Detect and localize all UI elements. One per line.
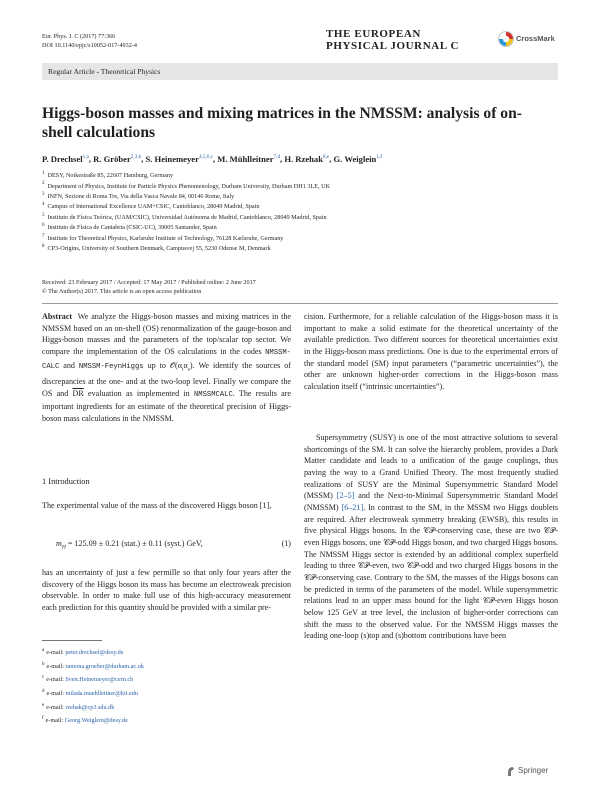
affiliation-text: Institute for Theoretical Physics, Karlsruhe Institute of Technology, 76128 Karlsruhe, Germany [47, 234, 284, 242]
footnote-label: e-mail: [46, 690, 66, 698]
affiliation-text: CP3-Origins, University of Southern Denmark, Campusvej 55, 5230 Odense M, Denmark [47, 245, 271, 253]
affiliation-number: 5 [42, 212, 45, 218]
reference-link[interactable]: [6–21] [341, 502, 364, 512]
author-name: P. Drechsel [42, 154, 83, 164]
affiliation-number: 3 [42, 191, 45, 197]
footnote-item [42, 686, 291, 700]
footnote-label: e-mail: [46, 703, 66, 711]
author-name: H. Rzehak [284, 154, 323, 164]
footnote-label: e-mail: [45, 717, 65, 725]
article-category-bar [42, 63, 558, 80]
author-separator: , [280, 154, 285, 164]
affiliation-number: 8 [42, 244, 45, 250]
crossmark-icon [498, 31, 514, 47]
publication-dates: Received: 23 February 2017 / Accepted: 17 May 2017 / Published online: 2 June 2017 [42, 279, 256, 286]
author-affiliation-mark[interactable]: 8,e [323, 154, 330, 161]
journal-name-line1: THE EUROPEAN [326, 28, 421, 40]
footnote-rule [42, 640, 102, 641]
footnote-item [42, 645, 291, 659]
affiliation-number: 2 [42, 181, 45, 187]
footnote-item [42, 672, 291, 686]
footnote-mark: a [42, 648, 45, 653]
email-link[interactable]: Sven.Heinemeyer@cern.ch [65, 676, 134, 684]
affiliation-number: 4 [42, 202, 45, 208]
footnote-item [42, 659, 291, 673]
affiliation-item [42, 212, 558, 222]
equation-1: $m_H = 125.09 \pm 0.21$ (stat.) ± 0.11 (syst.) GeV, (1) [56, 539, 291, 551]
author-affiliation-mark[interactable]: 7,d [273, 154, 281, 161]
affiliation-text: Instituto de Física Teórica, (UAM/CSIC), Universidad Autónoma de Madrid, Cantoblanco, 28049 Madrid, Spain [47, 213, 327, 221]
affiliation-item [42, 222, 558, 232]
affiliation-item [42, 233, 558, 243]
section-heading-introduction: 1 Introduction [42, 477, 90, 486]
abstract-label: Abstract [42, 312, 73, 321]
equation-number: (1) [281, 539, 291, 548]
affiliation-item [42, 243, 558, 253]
author-affiliation-mark[interactable]: 4,5,6,c [198, 154, 213, 161]
paper-title: Higgs-boson masses and mixing matrices in the NMSSM: analysis of on-shell calculations [42, 105, 522, 141]
affiliation-text: Campus of International Excellence UAM+CSIC, Cantoblanco, 28049 Madrid, Spain [47, 203, 260, 211]
email-link[interactable]: ramona.groeber@durham.ac.uk [65, 662, 144, 670]
affiliation-item [42, 170, 558, 180]
author-separator: , [212, 154, 218, 164]
affiliation-number: 7 [42, 233, 45, 239]
author-name: R. Gröber [93, 154, 131, 164]
affiliation-number: 6 [42, 223, 45, 229]
footnote-list [42, 645, 291, 727]
journal-name-line2: PHYSICAL JOURNAL C [326, 40, 460, 52]
footnote-item [42, 713, 291, 727]
affiliation-item [42, 191, 558, 201]
abstract: Abstract We analyze the Higgs-boson masses and mixing matrices in the NMSSM based on an on-shell (OS) renormalization of the gauge-boson and Higgs-boson masses and the parameters of the top/scalar top sector. We compare the implementation of the OS calculations in the codes NMSSM-CALC and NMSSM-FeynHiggs up to $𝒪(\alpha_t\alpha_s)$. We identify the sources of discrepancies at the one- and at the two-loop level. Finally we compare the OS and $\overline{DR}$ evaluation as implemented in NMSSMCALC. The results are important ingredients for an estimate of the theoretical precision of Higgs-boson mass calculations in the NMSSM. [42, 312, 291, 423]
license-notice: © The Author(s) 2017. This article is an open access publication [42, 288, 202, 295]
author-separator: , [141, 154, 146, 164]
footnote-label: e-mail: [46, 649, 66, 657]
journal-logo [326, 28, 494, 56]
intro-paragraph-2: has an uncertainty of just a few permille so that only four years after the discovery of the Higgs boson its mass has become an electroweak precision observable. In order to make full use of this high-accuracy measurement each prediction for this quantity should be provided with a similar pre- [42, 568, 291, 612]
intro-paragraph-1: The experimental value of the mass of the discovered Higgs boson [1], [42, 501, 272, 510]
author-name: G. Weiglein [333, 154, 377, 164]
affiliation-number: 1 [42, 171, 45, 176]
springer-horse-icon [506, 766, 516, 777]
affiliation-item [42, 180, 558, 190]
author-name: S. Heinemeyer [145, 154, 199, 164]
footnote-label: e-mail: [46, 676, 66, 684]
affiliation-item [42, 201, 558, 211]
citation: Eur. Phys. J. C (2017) 77:366 [42, 33, 116, 40]
affiliation-text: Department of Physics, Institute for Particle Physics Phenomenology, Durham University, Durham DH1 3LE, UK [47, 182, 331, 190]
author-name: M. Mühlleitner [217, 154, 274, 164]
affiliation-text: INFN, Sezione di Roma Tre, Via della Vasca Navale 84, 00146 Rome, Italy [47, 193, 235, 200]
crossmark-label: CrossMark [516, 34, 555, 43]
affiliation-list [42, 170, 558, 254]
author-list [42, 154, 558, 164]
email-link[interactable]: Georg.Weiglein@desy.de [64, 717, 128, 725]
email-link[interactable]: peter.drechsel@desy.de [65, 649, 124, 657]
affiliation-text: Instituto de Física de Cantabria (CSIC-UC), 39005 Santander, Spain [47, 224, 217, 232]
author-affiliation-mark[interactable]: 2,3,b [130, 154, 142, 161]
affiliation-text: DESY, Notkestraße 85, 22607 Hamburg, Germany [47, 172, 174, 180]
footnote-item [42, 700, 291, 714]
author-affiliation-mark[interactable]: 1,f [376, 154, 382, 161]
author-affiliation-mark[interactable]: 1,a [82, 154, 89, 161]
email-link[interactable]: milada.muehlleitner@kit.edu [65, 690, 138, 698]
article-category: Regular Article - Theoretical Physics [48, 67, 161, 76]
right-paragraph-1: cision. Furthermore, for a reliable calculation of the Higgs-boson mass it is important to make a solid estimate for the theoretical uncertainty of the available prediction. Two different sources for theoretical uncertainties exist in the Higgs-boson mass predictions. One is due to the experimental errors of the standard model (SM) input parameters (“parametric uncertainties”), the other are unknown higher-order corrections in the Higgs-boson mass calculation itself (“intrinsic uncertainties”). [304, 312, 558, 391]
divider [42, 303, 558, 304]
footnote-mark: d [42, 688, 45, 694]
email-link[interactable]: rzehak@cp3.sdu.dk [65, 703, 115, 711]
crossmark-badge[interactable] [498, 29, 558, 49]
footnote-label: e-mail: [46, 662, 66, 670]
footnote-mark: f [42, 716, 44, 722]
author-separator: , [329, 154, 334, 164]
publisher-name: Springer [518, 766, 549, 775]
author-separator: , [88, 154, 94, 164]
footnote-mark: b [42, 661, 45, 667]
footnote-mark: e [42, 702, 45, 708]
footnote-mark: c [42, 675, 45, 681]
doi: DOI 10.1140/epjc/s10052-017-4932-4 [42, 42, 137, 49]
right-paragraph-2: Supersymmetry (SUSY) is one of the most attractive solutions to several shortcomings of the SM. It can solve the hierarchy problem, provides a Dark Matter candidate and leads to a unification of the gauge couplings, thus paving the way to a Grand Unified Theory. The most frequently studied realizations of SUSY are the Minimal Supersymmetric Standard Model (MSSM) [2–5] and the Next-to-Minimal Supersymmetric Standard Model (NMSSM) [6–21]. In contrast to the SM, in the MSSM two Higgs doublets are required. After electroweak symmetry breaking (EWSB), this results in five physical Higgs bosons. In the 𝒞𝒫-conserving case, these are two 𝒞𝒫-even Higgs bosons, one 𝒞𝒫-odd Higgs boson, and two charged Higgs bosons. The NMSSM Higgs sector is extended by an additional complex superfield leading to three 𝒞𝒫-even, two 𝒞𝒫-odd and two charged Higgs bosons in the 𝒞𝒫-conserving case. Contrary to the SM, the masses of the Higgs bosons can be predicted in terms of the parameters of the model. While supersymmetric relations lead to an upper mass bound for the light 𝒞𝒫-even Higgs boson below 125 GeV at tree level, the inclusion of higher-order corrections can shift the mass to the observed value. For the NMSSM Higgs masses the leading one-loop (s)top and (s)bottom contributions have been [304, 433, 559, 641]
reference-link[interactable]: [2–5] [336, 491, 355, 501]
